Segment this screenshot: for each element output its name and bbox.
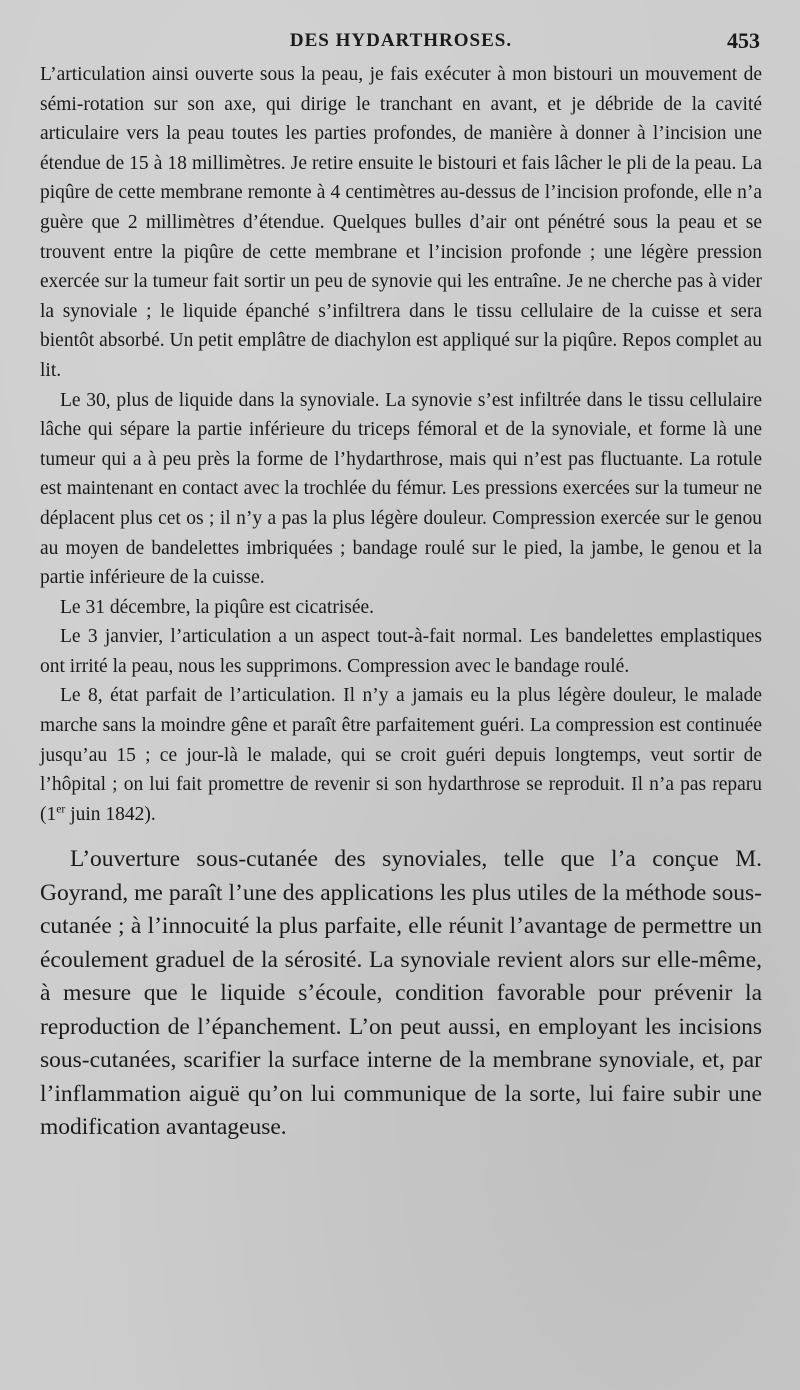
case-report-text bbox=[40, 60, 762, 829]
paragraph-3: Le 31 décembre, la piqûre est cicatrisée. bbox=[60, 596, 375, 618]
paragraph-5-text: Le 8, état parfait de l’articulation. Il n’y a jamais eu la plus légère douleur, le malade marche sans la moindre gêne et paraît être parfaitement guéri. La compression est continuée jusqu’au 15 ; ce jour-là le malade, qui se croit guéri depuis longtemps, veut sortir de l’hôpital ; on lui fait promettre de revenir si son hydarthrose se reproduit. Il n’a pas reparu bbox=[40, 685, 762, 796]
paragraph-6: L’ouverture sous-cutanée des synoviales, telle que l’a conçue M. Goyrand, me paraît l’une des applications les plus utiles de la méthode sous-cutanée ; à l’innocuité la plus parfaite, elle réunit l’avantage de permettre un écoulement graduel de la sérosité. La synoviale revient alors sur elle-même, à mesure que le liquide s’écoule, condition favorable pour prévenir la reproduction de l’épanchement. L’on peut aussi, en employant les incisions sous-cutanées, scarifier la surface interne de la membrane synoviale, et, par l’inflammation aiguë qu’on lui communique de la sorte, lui faire subir une modification avantageuse. bbox=[40, 846, 762, 1141]
paragraph-1: L’articulation ainsi ouverte sous la peau, je fais exécuter à mon bistouri un mouvement de sémi-rotation sur son axe, qui dirige le tranchant en avant, et je débride de la cavité articulaire vers la peau toutes les parties profondes, de manière à donner à l’incision une étendue de 15 à 18 millimètres. Je retire ensuite le bistouri et fais lâcher le pli de la peau. La piqûre de cette membrane remonte à 4 centimètres au-dessus de l’incision profonde, elle n’a guère que 2 millimètres d’étendue. Quelques bulles d’air ont pénétré sous la peau et se trouvent entre la piqûre de cette membrane et l’incision profonde ; une légère pression exercée sur la tumeur fait sortir un peu de synovie qui les entraîne. Je ne cherche pas à vider la synoviale ; le liquide épanché s’infiltrera dans le tissu cellulaire de la cuisse et sera bientôt absorbé. Un petit emplâtre de diachylon est appliqué sur la piqûre. Repos complet au lit. bbox=[40, 64, 762, 381]
date-close: juin 1842). bbox=[65, 803, 156, 825]
page-number: 453 bbox=[727, 28, 760, 53]
commentary-text bbox=[40, 843, 762, 1145]
page-header bbox=[40, 30, 762, 60]
paragraph-5 bbox=[40, 681, 762, 829]
date-superscript: er bbox=[56, 802, 66, 816]
paragraph-2: Le 30, plus de liquide dans la synoviale. La synovie s’est infiltrée dans le tissu cellulaire lâche qui sépare la partie inférieure du triceps fémoral et de la synoviale, et forme là une tumeur qui a à peu près la forme de l’hydarthrose, mais qui n’est pas fluctuante. La rotule est maintenant en contact avec la trochlée du fémur. Les pressions exercées sur la tumeur ne déplacent plus cet os ; il n’y a pas la plus légère douleur. Compression exercée sur le genou au moyen de bandelettes imbriquées ; bandage roulé sur le pied, la jambe, le genou et la partie inférieure de la cuisse. bbox=[40, 389, 762, 589]
date-open: (1 bbox=[40, 803, 57, 825]
running-title: DES HYDARTHROSES. bbox=[289, 30, 513, 51]
paragraph-4: Le 3 janvier, l’articulation a un aspect tout-à-fait normal. Les bandelettes emplastiques ont irrité la peau, nous les supprimons. Compression avec le bandage roulé. bbox=[40, 626, 762, 677]
